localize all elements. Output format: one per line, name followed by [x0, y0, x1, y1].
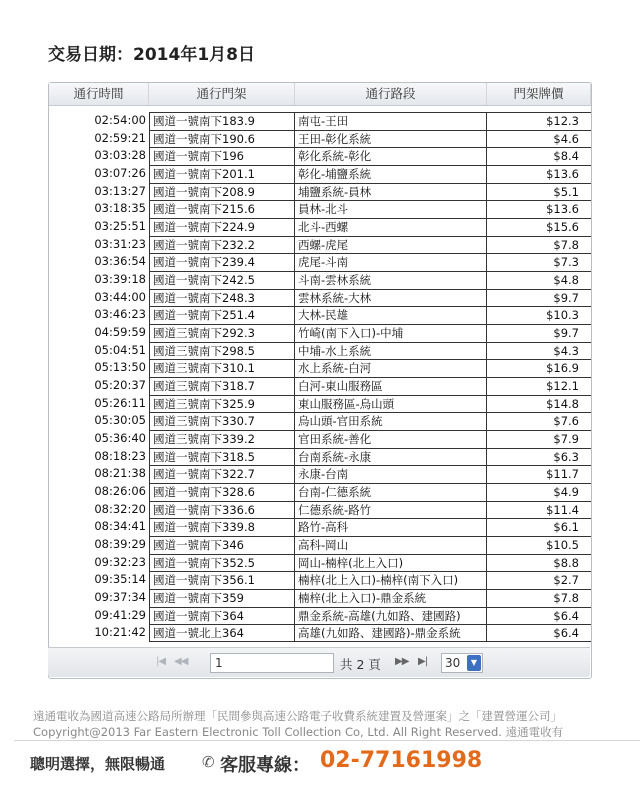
cell-gantry: 國道一號南下248.3 [149, 289, 295, 307]
cell-segment: 彰化系統-彰化 [295, 147, 487, 165]
cell-segment: 楠梓(北上入口)-鼎金系統 [295, 589, 487, 607]
cell-gantry: 國道一號南下201.1 [149, 165, 295, 183]
cell-gantry: 國道一號南下208.9 [149, 183, 295, 201]
cell-gantry: 國道三號南下318.7 [149, 377, 295, 395]
cell-time: 08:34:41 [94, 519, 146, 534]
table-row[interactable] [49, 465, 591, 483]
total-pages-label: 共 2 頁 [340, 657, 381, 672]
table-row[interactable] [49, 377, 591, 395]
cell-gantry: 國道一號南下251.4 [149, 306, 295, 324]
cell-gantry: 國道一號北上364 [149, 624, 295, 642]
cell-segment: 員林-北斗 [295, 200, 487, 218]
cell-time: 03:18:35 [94, 201, 146, 216]
cell-price: $5.1 [487, 183, 591, 201]
cell-segment: 虎尾-斗南 [295, 253, 487, 271]
cell-gantry: 國道一號南下352.5 [149, 554, 295, 572]
cell-segment: 中埔-水上系統 [295, 342, 487, 360]
cell-gantry: 國道一號南下339.8 [149, 518, 295, 536]
cell-time: 05:36:40 [94, 431, 146, 446]
cell-price: $13.6 [487, 165, 591, 183]
next-page-icon[interactable]: ▶▶ [395, 656, 409, 667]
table-row[interactable] [49, 501, 591, 519]
cell-price: $6.4 [487, 624, 591, 642]
cell-price: $12.3 [487, 112, 591, 130]
cell-time: 05:20:37 [94, 378, 146, 393]
cell-time: 05:30:05 [94, 413, 146, 428]
cell-price: $14.8 [487, 395, 591, 413]
transaction-grid [48, 82, 592, 679]
cell-segment: 烏山頭-官田系統 [295, 412, 487, 430]
cell-time: 03:39:18 [94, 272, 146, 287]
cell-gantry: 國道三號南下325.9 [149, 395, 295, 413]
table-row[interactable] [49, 200, 591, 218]
table-row[interactable] [49, 306, 591, 324]
table-row[interactable] [49, 271, 591, 289]
table-row[interactable] [49, 289, 591, 307]
cell-time: 09:32:23 [94, 554, 146, 569]
cell-segment: 官田系統-善化 [295, 430, 487, 448]
table-row[interactable] [49, 324, 591, 342]
cell-price: $9.7 [487, 324, 591, 342]
cell-segment: 斗南-雲林系統 [295, 271, 487, 289]
cell-segment: 西螺-虎尾 [295, 236, 487, 254]
prev-page-icon[interactable]: ◀◀ [174, 656, 188, 667]
table-row[interactable] [49, 359, 591, 377]
header-price[interactable]: 門架牌價 [487, 83, 591, 105]
cell-price: $4.6 [487, 130, 591, 148]
cell-time: 02:59:21 [94, 130, 146, 145]
cell-segment: 台南系統-永康 [295, 448, 487, 466]
cell-time: 05:26:11 [94, 395, 146, 410]
header-time[interactable]: 通行時間 [49, 83, 149, 105]
cell-gantry: 國道一號南下318.5 [149, 448, 295, 466]
cell-segment: 高雄(九如路、建國路)-鼎金系統 [295, 624, 487, 642]
page-number-input[interactable]: 1 [210, 653, 334, 673]
table-row[interactable] [49, 448, 591, 466]
cell-segment: 高科-岡山 [295, 536, 487, 554]
cell-gantry: 國道一號南下346 [149, 536, 295, 554]
table-row[interactable] [49, 589, 591, 607]
cell-segment: 岡山-楠梓(北上入口) [295, 554, 487, 572]
table-row[interactable] [49, 236, 591, 254]
cell-gantry: 國道一號南下232.2 [149, 236, 295, 254]
pager-bar [48, 647, 590, 677]
cell-price: $6.4 [487, 607, 591, 625]
cell-price: $4.8 [487, 271, 591, 289]
cell-price: $9.7 [487, 289, 591, 307]
cell-price: $15.6 [487, 218, 591, 236]
cell-gantry: 國道一號南下242.5 [149, 271, 295, 289]
cell-gantry: 國道一號南下356.1 [149, 571, 295, 589]
cell-gantry: 國道三號南下292.3 [149, 324, 295, 342]
cell-time: 03:13:27 [94, 183, 146, 198]
cell-segment: 埔鹽系統-員林 [295, 183, 487, 201]
table-row[interactable] [49, 183, 591, 201]
cell-gantry: 國道一號南下215.6 [149, 200, 295, 218]
cell-time: 05:04:51 [94, 342, 146, 357]
hotline-number[interactable]: 02-77161998 [320, 748, 483, 773]
footer-copyright: Copyright@2013 Far Eastern Electronic Toll Collection Co, Ltd. All Right Reserved. 遠通電收有 [33, 725, 564, 739]
table-row[interactable] [49, 342, 591, 360]
table-row[interactable] [49, 147, 591, 165]
table-row[interactable] [49, 554, 591, 572]
cell-time: 04:59:59 [94, 325, 146, 340]
cell-price: $10.3 [487, 306, 591, 324]
cell-time: 09:41:29 [94, 607, 146, 622]
cell-time: 03:25:51 [94, 219, 146, 234]
cell-price: $4.3 [487, 342, 591, 360]
cell-price: $13.6 [487, 200, 591, 218]
cell-segment: 東山服務區-烏山頭 [295, 395, 487, 413]
cell-time: 03:36:54 [94, 254, 146, 269]
table-row[interactable] [49, 483, 591, 501]
cell-gantry: 國道三號南下310.1 [149, 359, 295, 377]
cell-gantry: 國道一號南下224.9 [149, 218, 295, 236]
table-row[interactable] [49, 518, 591, 536]
cell-price: $7.8 [487, 589, 591, 607]
cell-gantry: 國道三號南下339.2 [149, 430, 295, 448]
cell-price: $10.5 [487, 536, 591, 554]
cell-price: $7.6 [487, 412, 591, 430]
hotline-label: 客服專線： [220, 755, 310, 776]
table-row[interactable] [49, 218, 591, 236]
cell-segment: 王田-彰化系統 [295, 130, 487, 148]
cell-time: 05:13:50 [94, 360, 146, 375]
cell-gantry: 國道一號南下359 [149, 589, 295, 607]
cell-segment: 雲林系統-大林 [295, 289, 487, 307]
table-row[interactable] [49, 536, 591, 554]
cell-segment: 彰化-埔鹽系統 [295, 165, 487, 183]
cell-time: 09:35:14 [94, 572, 146, 587]
chevron-down-icon[interactable]: ▼ [467, 655, 481, 671]
slogan: 聰明選擇，無限暢通 [30, 755, 166, 773]
cell-price: $8.4 [487, 147, 591, 165]
cell-gantry: 國道一號南下196 [149, 147, 295, 165]
cell-time: 08:21:38 [94, 466, 146, 481]
cell-segment: 白河-東山服務區 [295, 377, 487, 395]
cell-gantry: 國道一號南下239.4 [149, 253, 295, 271]
cell-segment: 台南-仁德系統 [295, 483, 487, 501]
cell-price: $11.7 [487, 465, 591, 483]
table-row[interactable] [49, 412, 591, 430]
cell-time: 03:31:23 [94, 236, 146, 251]
cell-segment: 北斗-西螺 [295, 218, 487, 236]
cell-price: $11.4 [487, 501, 591, 519]
cell-time: 08:39:29 [94, 537, 146, 552]
cell-segment: 大林-民雄 [295, 306, 487, 324]
cell-segment: 鼎金系統-高雄(九如路、建國路) [295, 607, 487, 625]
table-row[interactable] [49, 607, 591, 625]
footer-line-1: 遠通電收為國道高速公路局所辦理「民間參與高速公路電子收費系統建置及營運案」之「建置營運公司」 [33, 709, 562, 723]
cell-time: 08:26:06 [94, 484, 146, 499]
cell-time: 08:32:20 [94, 501, 146, 516]
cell-time: 03:44:00 [94, 289, 146, 304]
cell-price: $6.1 [487, 518, 591, 536]
cell-gantry: 國道一號南下364 [149, 607, 295, 625]
cell-time: 02:54:00 [94, 113, 146, 127]
cell-segment: 水上系統-白河 [295, 359, 487, 377]
table-row[interactable] [49, 112, 591, 130]
cell-segment: 仁德系統-路竹 [295, 501, 487, 519]
cell-segment: 路竹-高科 [295, 518, 487, 536]
cell-gantry: 國道三號南下330.7 [149, 412, 295, 430]
cell-time: 03:07:26 [94, 166, 146, 181]
table-row[interactable] [49, 571, 591, 589]
cell-time: 03:46:23 [94, 307, 146, 322]
cell-gantry: 國道一號南下190.6 [149, 130, 295, 148]
header-segment[interactable]: 通行路段 [295, 83, 487, 105]
cell-price: $7.8 [487, 236, 591, 254]
cell-time: 09:37:34 [94, 590, 146, 605]
last-page-icon[interactable]: ▶| [418, 656, 428, 667]
cell-price: $7.3 [487, 253, 591, 271]
page-size-value: 30 [445, 656, 461, 670]
footer-divider [14, 740, 640, 741]
cell-price: $12.1 [487, 377, 591, 395]
table-row[interactable] [49, 624, 591, 642]
table-row[interactable] [49, 395, 591, 413]
cell-time: 03:03:28 [94, 148, 146, 163]
cell-time: 08:18:23 [94, 448, 146, 463]
cell-price: $8.8 [487, 554, 591, 572]
grid-header [49, 83, 591, 106]
cell-time: 10:21:42 [94, 625, 146, 640]
cell-price: $4.9 [487, 483, 591, 501]
cell-gantry: 國道一號南下328.6 [149, 483, 295, 501]
footer-text [33, 708, 563, 740]
first-page-icon[interactable]: |◀ [156, 656, 166, 667]
cell-gantry: 國道三號南下298.5 [149, 342, 295, 360]
table-row[interactable] [49, 430, 591, 448]
table-row[interactable] [49, 253, 591, 271]
cell-segment: 南屯-王田 [295, 112, 487, 130]
grid-body [49, 106, 591, 642]
table-row[interactable] [49, 130, 591, 148]
cell-price: $7.9 [487, 430, 591, 448]
header-gantry[interactable]: 通行門架 [149, 83, 295, 105]
cell-segment: 永康-台南 [295, 465, 487, 483]
cell-gantry: 國道一號南下336.6 [149, 501, 295, 519]
page-title: 交易日期：2014年1月8日 [48, 45, 255, 65]
phone-icon: ✆ [202, 753, 215, 771]
page-size-select[interactable] [441, 653, 483, 673]
cell-price: $16.9 [487, 359, 591, 377]
cell-price: $2.7 [487, 571, 591, 589]
cell-segment: 楠梓(北上入口)-楠梓(南下入口) [295, 571, 487, 589]
cell-price: $6.3 [487, 448, 591, 466]
cell-gantry: 國道一號南下322.7 [149, 465, 295, 483]
cell-gantry: 國道一號南下183.9 [149, 112, 295, 130]
table-row[interactable] [49, 165, 591, 183]
cell-segment: 竹崎(南下入口)-中埔 [295, 324, 487, 342]
